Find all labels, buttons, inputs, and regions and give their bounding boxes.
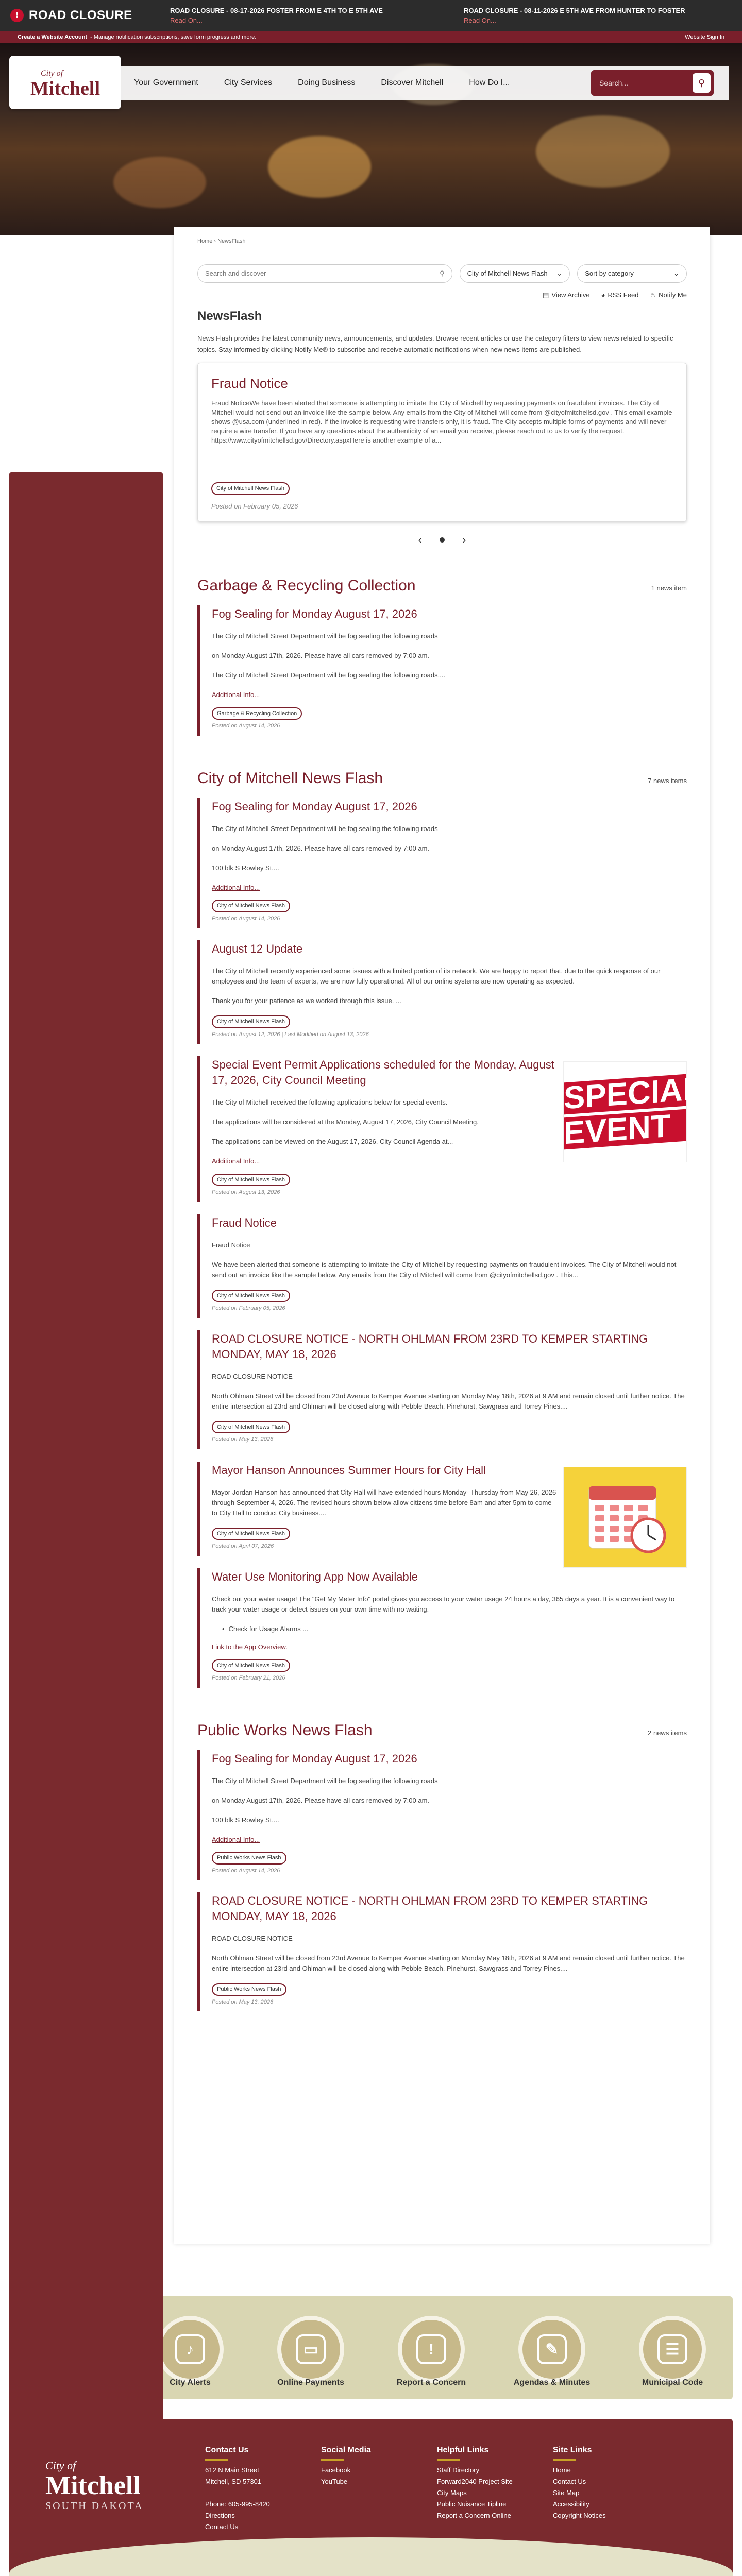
archive-icon: ▤ xyxy=(543,291,549,299)
nav-city-services[interactable]: City Services xyxy=(224,78,273,87)
footer-link[interactable]: Forward2040 Project Site xyxy=(437,2478,513,2485)
news-item-text: on Monday August 17th, 2026. Please have all cars removed by 7:00 am. xyxy=(212,652,430,659)
create-account-link[interactable]: Create a Website Account xyxy=(18,33,88,40)
sign-in-link[interactable]: Website Sign In xyxy=(685,33,724,40)
news-item xyxy=(197,940,687,1044)
category-count: 7 news items xyxy=(648,776,687,785)
news-item-title[interactable]: Mayor Hanson Announces Summer Hours for City Hall xyxy=(212,1463,486,1477)
quick-link-label: City Alerts xyxy=(170,2378,211,2387)
footer-link[interactable]: Contact Us xyxy=(205,2523,239,2531)
read-more-link[interactable]: Link to the App Overview. xyxy=(212,1643,288,1651)
powered-by xyxy=(9,2573,733,2576)
alert-item-title[interactable]: ROAD CLOSURE - 08-11-2026 E 5TH AVE FROM HUNTER TO FOSTER xyxy=(464,6,685,14)
footer-link[interactable]: Accessibility xyxy=(553,2500,589,2508)
nav-discover-mitchell[interactable]: Discover Mitchell xyxy=(381,78,444,87)
search-input[interactable] xyxy=(599,79,693,87)
quick-link-circle xyxy=(157,2316,224,2383)
footer-link[interactable]: Staff Directory xyxy=(437,2466,480,2474)
logo-city-of: City of xyxy=(40,69,63,78)
category-count: 2 news items xyxy=(648,1728,687,1737)
news-item-text: Check out your water usage! The "Get My Meter Info" portal gives you access to your water usage 24 hours a day, 365 days a year. It is a convenient way to track your water usage or detect issues on your own time with no waiting. xyxy=(212,1595,675,1613)
posted-date: Posted on August 12, 2026 | Last Modified on August 13, 2026 xyxy=(212,1031,369,1038)
news-item xyxy=(197,1462,687,1556)
quick-link-municipal-code[interactable] xyxy=(621,2316,724,2389)
read-more-link[interactable]: Additional Info... xyxy=(212,883,260,891)
alert-item[interactable] xyxy=(170,6,438,26)
posted-date: Posted on February 21, 2026 xyxy=(212,1675,285,1681)
utility-bar xyxy=(0,31,742,43)
category-tag[interactable]: City of Mitchell News Flash xyxy=(212,1174,290,1187)
alert-icon: ! xyxy=(10,9,24,22)
footer-link[interactable]: City Maps xyxy=(437,2489,467,2497)
news-item-text: The City of Mitchell Street Department will be fog sealing the following roads.... xyxy=(212,671,446,679)
news-item-title[interactable]: Fraud Notice xyxy=(212,1216,277,1229)
footer-link[interactable]: Facebook xyxy=(321,2466,351,2474)
quick-link-circle xyxy=(639,2316,706,2383)
agenda-icon: ✎ xyxy=(537,2334,567,2364)
quick-link-online-payments[interactable] xyxy=(259,2316,362,2389)
footer-logo-name: Mitchell xyxy=(45,2471,141,2500)
hero-light xyxy=(113,157,206,208)
posted-date: Posted on August 13, 2026 xyxy=(212,1189,280,1195)
news-thumbnail[interactable] xyxy=(563,1061,702,1162)
category-title[interactable]: Public Works News Flash xyxy=(197,1721,373,1739)
warning-icon: ! xyxy=(416,2334,446,2364)
logo-wordmark xyxy=(30,67,100,97)
quick-link-label: Report a Concern xyxy=(396,2378,466,2387)
news-item-text: The City of Mitchell Street Department will be fog sealing the following roads xyxy=(212,632,438,640)
alert-heading: ROAD CLOSURE xyxy=(29,8,132,22)
news-item-text: ROAD CLOSURE NOTICE xyxy=(212,1372,293,1380)
quick-link-circle xyxy=(398,2316,465,2383)
news-item-text: The applications can be viewed on the August 17, 2026, City Council Agenda at... xyxy=(212,1138,453,1145)
credit-card-icon: ▭ xyxy=(296,2334,326,2364)
news-item-title[interactable]: Fog Sealing for Monday August 17, 2026 xyxy=(212,800,417,813)
quick-link-circle xyxy=(277,2316,344,2383)
quick-link-agendas[interactable] xyxy=(500,2316,603,2389)
posted-date: Posted on August 14, 2026 xyxy=(212,1867,280,1874)
footer-column-title: Site Links xyxy=(553,2445,669,2461)
news-item-text: North Ohlman Street will be closed from 23rd Avenue to Kemper Avenue starting on Monday May 18th, 2026 at 9 AM and remain closed until further notice. The entire intersection at 23rd and Ohlman will be closed along with Pebble Beach, Pinehurst, Sawgrass and Torrey Pines.... xyxy=(212,1392,685,1410)
carousel-dot[interactable] xyxy=(440,537,445,543)
news-categories xyxy=(197,574,702,2011)
news-search-placeholder: Search and discover xyxy=(205,269,266,277)
bell-icon: ♪ xyxy=(175,2334,205,2364)
site-search xyxy=(591,70,714,96)
news-item-title[interactable]: August 12 Update xyxy=(212,942,303,955)
sort-select[interactable] xyxy=(577,264,687,283)
news-item xyxy=(197,1568,687,1688)
alert-item-title[interactable]: ROAD CLOSURE - 08-17-2026 FOSTER FROM E 4TH TO E 5TH AVE xyxy=(170,6,383,14)
category-tag[interactable]: City of Mitchell News Flash xyxy=(212,900,290,912)
category-tag[interactable]: City of Mitchell News Flash xyxy=(212,1421,290,1434)
news-item-text: The City of Mitchell Street Department will be fog sealing the following roads xyxy=(212,824,438,833)
featured-news-title[interactable]: Fraud Notice xyxy=(211,376,288,391)
news-item-text: The City of Mitchell recently experienced some issues with a limited portion of its network. We are happy to report that, due to the quick response of our employees and the team of experts, we are now fully operational. All of our online systems are now operating as expected. xyxy=(212,967,661,985)
rss-feed-label: RSS Feed xyxy=(608,291,639,299)
news-item-text: on Monday August 17th, 2026. Please have all cars removed by 7:00 am. xyxy=(212,844,430,852)
thumbnail-word: SPECIAL xyxy=(564,1071,702,1116)
view-archive-label: View Archive xyxy=(551,291,590,299)
news-item-text: 100 blk S Rowley St.... xyxy=(212,863,279,872)
quick-link-label: Municipal Code xyxy=(642,2378,703,2387)
search-icon: ⚲ xyxy=(440,269,445,277)
footer-link[interactable]: Mitchell, SD 57301 xyxy=(205,2478,262,2485)
category-tag[interactable]: City of Mitchell News Flash xyxy=(212,1659,290,1672)
hero-banner xyxy=(0,43,742,235)
footer xyxy=(9,2419,733,2573)
news-item-text: The City of Mitchell Street Department will be fog sealing the following roads xyxy=(212,1776,438,1785)
alert-title xyxy=(0,0,170,31)
footer-link[interactable]: Site Map xyxy=(553,2489,580,2497)
posted-date: Posted on February 05, 2026 xyxy=(212,1305,285,1311)
news-actions xyxy=(197,290,687,300)
news-item xyxy=(197,605,687,736)
footer-logo-city-of: City of xyxy=(45,2459,76,2472)
category-tag[interactable]: Garbage & Recycling Collection xyxy=(212,707,302,720)
quick-link-circle xyxy=(518,2316,585,2383)
footer-link[interactable]: Report a Concern Online xyxy=(437,2512,511,2519)
news-item-text: Thank you for your patience as we worked through this issue. ... xyxy=(212,997,401,1005)
posted-date: Posted on May 13, 2026 xyxy=(212,1436,274,1443)
footer-link[interactable]: Home xyxy=(553,2466,571,2474)
footer-column-title: Helpful Links xyxy=(437,2445,553,2461)
news-item xyxy=(197,1330,687,1449)
posted-date: Posted on February 05, 2026 xyxy=(211,502,298,510)
news-item-title[interactable]: Water Use Monitoring App Now Available xyxy=(212,1570,418,1583)
sidebar-panel xyxy=(9,472,163,2489)
featured-news-card[interactable] xyxy=(197,363,687,522)
breadcrumb[interactable]: Home › NewsFlash xyxy=(197,238,246,244)
footer-link[interactable]: Phone: 605-995-8420 xyxy=(205,2500,270,2508)
category-title[interactable]: City of Mitchell News Flash xyxy=(197,769,383,787)
filters xyxy=(197,264,687,283)
read-more-link[interactable]: Additional Info... xyxy=(212,1157,260,1165)
featured-news-body: Fraud NoticeWe have been alerted that someone is attempting to imitate the City of Mitchell by requesting payments on fraudulent invoices. The City of Mitchell would not send out an invoice like the sample below. Any emails from the City of Mitchell will come from @cityofmitchellsd.gov . This email example shows @usa.com (underlined in red). If the invoice is requesting wire transfers only, it is fraud. The City accepts multiple forms of payments and will never require a wire transfer. If you have any questions about the authenticity of an email you receive, please reach out to us to verify the request. https://www.cityofmitchellsd.gov/Directory.aspxHere is another example of a... xyxy=(211,399,672,444)
nav-how-do-i[interactable]: How Do I... xyxy=(469,78,510,87)
posted-date: Posted on April 07, 2026 xyxy=(212,1543,274,1549)
news-item xyxy=(197,1056,702,1202)
category-select-value: City of Mitchell News Flash xyxy=(467,269,548,277)
news-item xyxy=(197,1750,687,1880)
news-item-text: 100 blk S Rowley St.... xyxy=(212,1816,279,1824)
chevron-down-icon: ⌄ xyxy=(673,269,679,277)
category-header xyxy=(197,1719,687,1742)
news-item xyxy=(197,1892,687,2011)
category-tag[interactable]: City of Mitchell News Flash xyxy=(212,1528,290,1540)
news-item-title[interactable]: ROAD CLOSURE NOTICE - NORTH OHLMAN FROM 23RD TO KEMPER STARTING MONDAY, MAY 18, 2026 xyxy=(212,1332,648,1361)
news-category xyxy=(197,574,687,736)
news-item-text: Mayor Jordan Hanson has announced that City Hall will have extended hours Monday- Thursday from May 26, 2026 through September 4, 2026. The revised hours shown below allow citizens time before 8am and after 5pm to come to City Hall to conduct City business.... xyxy=(212,1488,556,1517)
quick-link-label: Agendas & Minutes xyxy=(513,2378,591,2387)
footer-link[interactable]: Copyright Notices xyxy=(553,2512,606,2519)
footer-link[interactable]: Directions xyxy=(205,2512,235,2519)
news-category xyxy=(197,767,702,1688)
category-tag[interactable]: City of Mitchell News Flash xyxy=(212,1015,290,1028)
sort-select-value: Sort by category xyxy=(585,269,634,277)
alert-bar xyxy=(0,0,742,31)
news-item-bullet: • Check for Usage Alarms ... xyxy=(222,1624,687,1634)
footer-link[interactable]: 612 N Main Street xyxy=(205,2466,259,2474)
news-item-text: The applications will be considered at the Monday, August 17, 2026, City Council Meeting. xyxy=(212,1118,479,1126)
calendar-icon xyxy=(579,1476,671,1558)
footer-column-title: Contact Us xyxy=(205,2445,321,2461)
folder-icon: ☰ xyxy=(657,2334,687,2364)
news-item-title[interactable]: Fog Sealing for Monday August 17, 2026 xyxy=(212,1752,417,1765)
create-account-desc: - Manage notification subscriptions, save form progress and more. xyxy=(90,33,257,40)
logo-name: Mitchell xyxy=(30,77,100,99)
alert-read-on-link[interactable]: Read On... xyxy=(464,16,496,24)
thumbnail-word: EVENT xyxy=(564,1109,686,1150)
main-content xyxy=(174,227,710,2244)
news-item-text: We have been alerted that someone is attempting to imitate the City of Mitchell by requesting payments on fraudulent invoices. The City of Mitchell would not send out an invoice like the sample below. Any emails from the City of Mitchell will come from @cityofmitchellsd.gov . This... xyxy=(212,1260,677,1279)
read-more-link[interactable]: Additional Info... xyxy=(212,1835,260,1843)
category-tag[interactable]: Public Works News Flash xyxy=(212,1852,286,1865)
news-category xyxy=(197,1719,687,2012)
footer-link[interactable]: YouTube xyxy=(321,2478,348,2485)
category-count: 1 news item xyxy=(651,584,687,592)
news-item xyxy=(197,1214,687,1318)
category-header xyxy=(197,574,687,597)
posted-date: Posted on May 13, 2026 xyxy=(212,1998,274,2005)
view-archive-button[interactable] xyxy=(543,290,589,300)
news-item-text: North Ohlman Street will be closed from 23rd Avenue to Kemper Avenue starting on Monday May 18th, 2026 at 9 AM and remain closed until further notice. The entire intersection at 23rd and Ohlman will be closed along with Pebble Beach, Pinehurst, Sawgrass and Torrey Pines.... xyxy=(212,1954,685,1972)
news-item xyxy=(197,798,687,928)
category-tag[interactable]: Public Works News Flash xyxy=(212,1983,286,1996)
category-tag[interactable]: City of Mitchell News Flash xyxy=(212,1290,290,1302)
alert-items xyxy=(170,6,742,26)
quick-link-label: Online Payments xyxy=(277,2378,344,2387)
quick-link-report-concern[interactable] xyxy=(380,2316,483,2389)
alert-read-on-link[interactable]: Read On... xyxy=(170,16,203,24)
category-tag[interactable]: City of Mitchell News Flash xyxy=(211,482,290,495)
news-item-text: Fraud Notice xyxy=(212,1241,250,1249)
category-select[interactable] xyxy=(460,264,570,283)
search-icon[interactable]: ⚲ xyxy=(693,73,711,93)
page-intro: News Flash provides the latest community news, announcements, and updates. Browse recent articles or use the category filters to view news related to specific topics. Stay informed by clicking Notify Me® to subscribe and receive automatic notifications when new news items are published. xyxy=(197,334,673,353)
posted-date: Posted on August 14, 2026 xyxy=(212,723,280,729)
content-area xyxy=(0,235,742,2296)
news-item-text: on Monday August 17th, 2026. Please have all cars removed by 7:00 am. xyxy=(212,1796,430,1804)
main-nav xyxy=(121,66,729,100)
notify-me-label: Notify Me xyxy=(659,291,687,299)
hero-light xyxy=(536,115,670,188)
chevron-down-icon: ⌄ xyxy=(556,269,563,277)
footer-logo-state: SOUTH DAKOTA xyxy=(45,2500,144,2512)
read-more-link[interactable]: Additional Info... xyxy=(212,691,260,699)
header xyxy=(0,56,742,109)
rss-feed-button[interactable] xyxy=(601,290,639,300)
category-header xyxy=(197,767,687,790)
footer-link[interactable]: Public Nuisance Tipline xyxy=(437,2500,507,2508)
news-thumbnail[interactable] xyxy=(563,1467,687,1568)
news-item-title[interactable]: Fog Sealing for Monday August 17, 2026 xyxy=(212,607,417,620)
notify-me-button[interactable] xyxy=(650,290,687,300)
posted-date: Posted on August 14, 2026 xyxy=(212,915,280,922)
hero-light xyxy=(268,136,371,198)
news-item-title[interactable]: ROAD CLOSURE NOTICE - NORTH OHLMAN FROM 23RD TO KEMPER STARTING MONDAY, MAY 18, 2026 xyxy=(212,1894,648,1923)
news-item-title[interactable]: Special Event Permit Applications scheduled for the Monday, August 17, 2026, City Council Meeting xyxy=(212,1058,554,1087)
nav-your-government[interactable]: Your Government xyxy=(134,78,198,87)
nav-doing-business[interactable]: Doing Business xyxy=(298,78,356,87)
alert-item[interactable] xyxy=(464,6,732,26)
carousel-controls xyxy=(197,531,687,548)
chevron-right-icon[interactable]: › xyxy=(462,533,466,546)
news-item-text: ROAD CLOSURE NOTICE xyxy=(212,1935,293,1942)
rss-icon: ◕ xyxy=(601,291,605,299)
site-logo[interactable] xyxy=(9,56,121,109)
footer-column-title: Social Media xyxy=(321,2445,437,2461)
page-title: NewsFlash xyxy=(197,309,262,323)
category-title[interactable]: Garbage & Recycling Collection xyxy=(197,577,416,594)
bell-icon: ♨ xyxy=(650,291,656,299)
create-account xyxy=(18,33,256,42)
footer-link[interactable]: Contact Us xyxy=(553,2478,586,2485)
news-item-text: The City of Mitchell received the following applications below for special events. xyxy=(212,1098,448,1106)
news-search-input[interactable] xyxy=(197,264,452,283)
chevron-left-icon[interactable]: ‹ xyxy=(418,533,422,546)
